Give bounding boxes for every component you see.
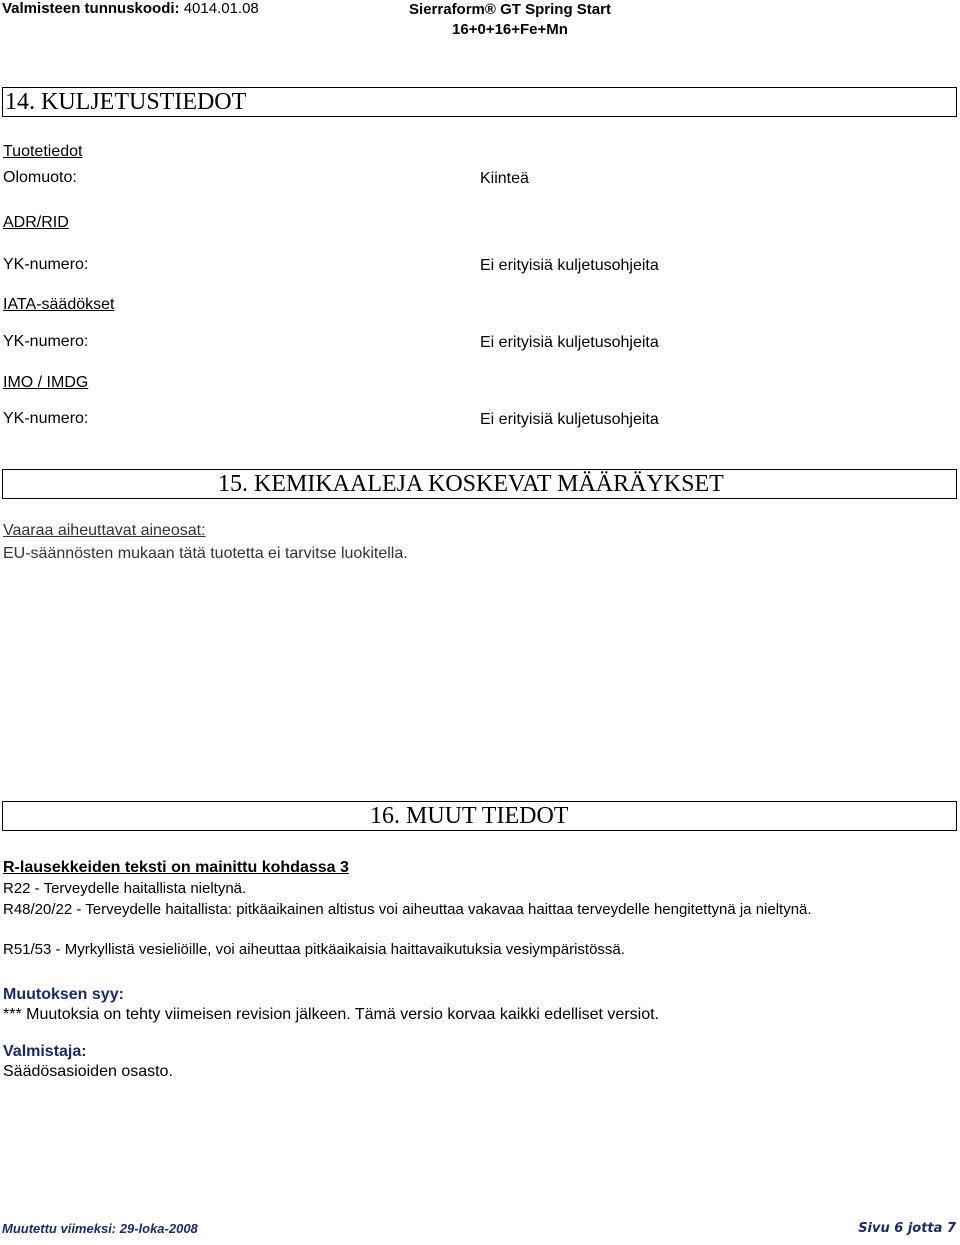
change-heading: Muutoksen syy: xyxy=(3,986,124,1003)
imo-un-label: YK-numero: xyxy=(3,410,89,427)
r51-text: R51/53 - Myrkyllistä vesieliöille, voi aiheuttaa pitkäaikaisia haittavaikutuksia vesiympäristössä. xyxy=(3,941,625,958)
product-formula: 16+0+16+Fe+Mn xyxy=(452,21,568,38)
page-number: Sivu 6 jotta 7 xyxy=(858,1221,956,1236)
imo-un-value: Ei erityisiä kuljetusohjeita xyxy=(480,411,659,428)
section-14-title: 14. KULJETUSTIEDOT xyxy=(2,87,957,117)
product-header xyxy=(380,0,640,40)
product-code-value: 4014.01.08 xyxy=(183,0,259,17)
section-15-title: 15. KEMIKAALEJA KOSKEVAT MÄÄRÄYKSET xyxy=(2,469,957,499)
change-text: *** Muutoksia on tehty viimeisen revision jälkeen. Tämä versio korvaa kaikki edelliset versiot. xyxy=(3,1006,659,1023)
manufacturer-heading: Valmistaja: xyxy=(3,1043,87,1060)
iata-un-value: Ei erityisiä kuljetusohjeita xyxy=(480,334,659,351)
adr-un-value: Ei erityisiä kuljetusohjeita xyxy=(480,257,659,274)
iata-un-label: YK-numero: xyxy=(3,333,89,350)
section-16-title: 16. MUUT TIEDOT xyxy=(2,801,957,831)
iata-heading: IATA-säädökset xyxy=(3,296,115,313)
product-code xyxy=(2,0,259,17)
imo-heading: IMO / IMDG xyxy=(3,374,89,391)
product-code-label: Valmisteen tunnuskoodi: xyxy=(2,0,180,17)
r48-text: R48/20/22 - Terveydelle haitallista: pitkäaikainen altistus voi aiheuttaa vakavaa haittaa terveydelle hengitettynä ja nieltynä. xyxy=(3,901,812,918)
form-label: Olomuoto: xyxy=(3,169,77,186)
r22-text: R22 - Terveydelle haitallista nieltynä. xyxy=(3,880,247,897)
r-phrases-heading: R-lausekkeiden teksti on mainittu kohdassa 3 xyxy=(3,859,349,876)
hazard-text: EU-säännösten mukaan tätä tuotetta ei tarvitse luokitella. xyxy=(3,545,408,562)
last-modified: Muutettu viimeksi: 29-loka-2008 xyxy=(2,1221,198,1236)
form-value: Kiinteä xyxy=(480,170,529,187)
adr-un-label: YK-numero: xyxy=(3,256,89,273)
hazard-heading: Vaaraa aiheuttavat aineosat: xyxy=(3,522,206,539)
product-name: Sierraform® GT Spring Start xyxy=(409,1,611,18)
adr-heading: ADR/RID xyxy=(3,214,69,231)
manufacturer-text: Säädösasioiden osasto. xyxy=(3,1063,173,1080)
product-info-heading: Tuotetiedot xyxy=(3,143,83,160)
